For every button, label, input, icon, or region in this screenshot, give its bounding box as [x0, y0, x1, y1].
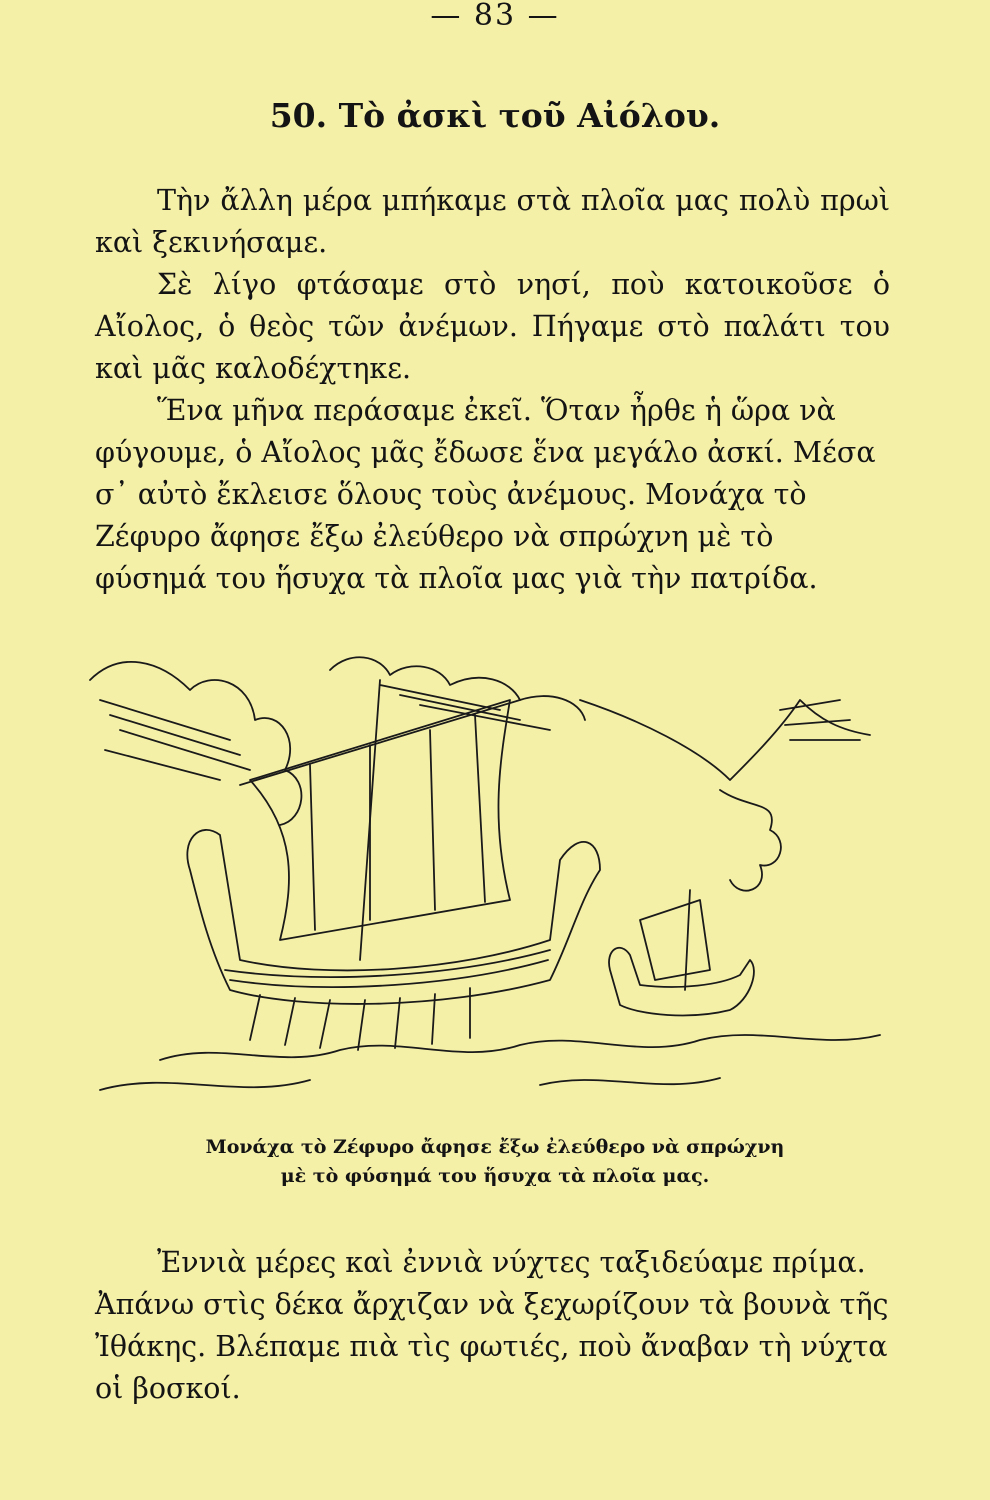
waves: [100, 1035, 880, 1090]
page-number: — 83 —: [430, 0, 560, 33]
text-block-bottom: [95, 1242, 890, 1410]
paragraph: Τὴν ἄλλη μέρα μπήκαμε στὰ πλοῖα μας πολὺ πρωὶ καὶ ξεκινήσαμε.: [95, 184, 890, 259]
text-block-top: [95, 180, 890, 600]
sail-seams: [310, 715, 485, 930]
hull: [187, 830, 600, 1004]
main-sail: [250, 700, 510, 940]
wind-lines-left: [100, 700, 250, 780]
small-hull: [609, 948, 754, 1016]
ship-illustration: [80, 640, 910, 1120]
zephyr-cloud: [720, 790, 781, 891]
chapter-title: 50. Τὸ ἀσκὶ τοῦ Αἰόλου.: [269, 96, 721, 135]
small-sail: [640, 900, 710, 980]
oars: [250, 988, 470, 1050]
wind-lines-top: [380, 685, 550, 730]
cloud-top: [330, 657, 585, 720]
paragraph: Σὲ λίγο φτάσαμε στὸ νησί, ποὺ κατοικοῦσε ὁ Αἴολος, ὁ θεὸς τῶν ἀνέμων. Πήγαμε στὸ παλάτι του καὶ μᾶς καλοδέχτηκε.: [95, 268, 890, 385]
paragraph: Ἐννιὰ μέρες καὶ ἐννιὰ νύχτες ταξιδεύαμε πρίμα. Ἀπάνω στὶς δέκα ἄρχιζαν νὰ ξεχωρίζουν τὰ βουνὰ τῆς Ἰθάκης. Βλέπαμε πιὰ τὶς φωτιές, ποὺ ἄναβαν τὴ νύχτα οἱ βοσκοί.: [95, 1246, 889, 1405]
paragraph: Ἕνα μῆνα περάσαμε ἐκεῖ. Ὅταν ἦρθε ἡ ὥρα νὰ φύγουμε, ὁ Αἴολος μᾶς ἔδωσε ἕνα μεγάλο ἀσκί. Μέσα σ᾿ αὐτὸ ἔκλεισε ὅλους τοὺς ἀνέμους. Μονάχα τὸ Ζέφυρο ἄφησε ἔξω ἐλεύθερο νὰ σπρώχνη μὲ τὸ φύσημά του ἥσυχα τὰ πλοῖα μας γιὰ τὴν πατρίδα.: [95, 394, 876, 595]
caption-line: Μονάχα τὸ Ζέφυρο ἄφησε ἔξω ἐλεύθερο νὰ σπρώχνη: [205, 1136, 785, 1158]
cloud-left: [90, 662, 301, 825]
caption-line: μὲ τὸ φύσημά του ἥσυχα τὰ πλοῖα μας.: [280, 1165, 710, 1187]
figure-caption: [120, 1133, 870, 1191]
zephyr-wind: [580, 700, 870, 780]
